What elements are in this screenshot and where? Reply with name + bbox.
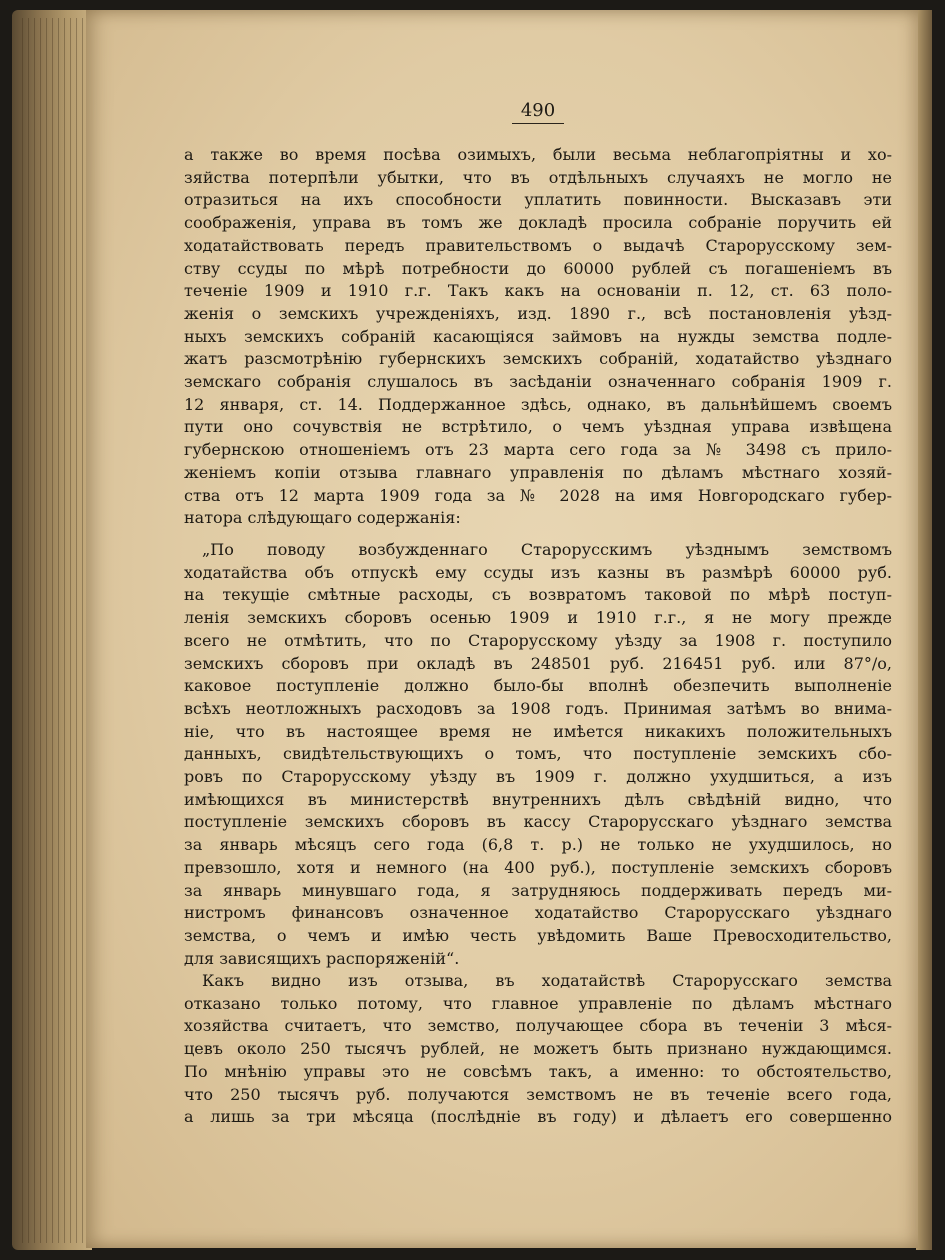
text-line: отказано только потому, что главное управленіе по дѣламъ мѣстнаго — [184, 993, 892, 1013]
page-number: 490 — [512, 100, 564, 124]
text-line: ровъ по Старорусскому уѣзду въ 1909 г. должно ухудшиться, а изъ — [184, 767, 892, 787]
text-line: „По поводу возбужденнаго Старорусскимъ уѣзднымъ земствомъ — [202, 540, 892, 559]
text-line: за январь мѣсяцъ сего года (6,8 т. р.) не только не ухудшилось, но — [184, 835, 892, 855]
text-line: ству ссуды по мѣрѣ потребности до 60000 рублей съ погашеніемъ въ — [184, 258, 892, 278]
text-line: цевъ около 250 тысячъ рублей, не можетъ быть признано нуждающимся. — [184, 1039, 892, 1059]
text-line: земства, о чемъ и имѣю честь увѣдомить Ваше Превосходительство, — [184, 925, 892, 945]
book-right-edge — [916, 10, 932, 1250]
text-line: женія о земскихъ учрежденіяхъ, изд. 1890 г., всѣ постановленія уѣзд- — [184, 303, 892, 323]
text-line: хозяйства считаетъ, что земство, получающее сбора въ теченіи 3 мѣся- — [184, 1016, 892, 1036]
text-line: ства отъ 12 марта 1909 года за № 2028 на имя Новгородскаго губер- — [184, 485, 892, 505]
text-line: ходатайствовать передъ правительствомъ о выдачѣ Старорусскому зем- — [184, 235, 892, 255]
text-line: всего не отмѣтить, что по Старорусскому уѣзду за 1908 г. поступило — [184, 630, 892, 650]
text-line: ходатайства объ отпускѣ ему ссуды изъ казны въ размѣрѣ 60000 руб. — [184, 562, 892, 582]
text-line: превзошло, хотя и немного (на 400 руб.), поступленіе земскихъ сборовъ — [184, 857, 892, 877]
text-line: ленія земскихъ сборовъ осенью 1909 и 1910 г.г., я не могу прежде — [184, 608, 892, 628]
text-line: а лишь за три мѣсяца (послѣдніе въ году) и дѣлаетъ его совершенно — [184, 1107, 892, 1127]
text-line: жатъ разсмотрѣнію губернскихъ земскихъ собраній, ходатайство уѣзднаго — [184, 349, 892, 369]
text-line: 12 января, ст. 14. Поддержанное здѣсь, однако, въ дальнѣйшемъ своемъ — [184, 394, 892, 414]
text-line: каковое поступленіе должно было-бы вполнѣ обезпечить выполненіе — [184, 676, 892, 696]
text-line: для зависящихъ распоряженій“. — [184, 948, 460, 968]
text-line: поступленіе земскихъ сборовъ въ кассу Старорусскаго уѣзднаго земства — [184, 812, 892, 832]
text-line: а также во время посѣва озимыхъ, были весьма неблагопріятны и хо- — [184, 145, 892, 164]
text-line: теченіе 1909 и 1910 г.г. Такъ какъ на основаніи п. 12, ст. 63 поло- — [184, 281, 892, 301]
text-line: земскаго собранія слушалось въ засѣданіи означеннаго собранія 1909 г. — [184, 372, 892, 392]
paragraph-3 — [184, 970, 892, 1129]
text-line: соображенія, управа въ томъ же докладѣ просила собраніе поручить ей — [184, 213, 892, 233]
text-line: что 250 тысячъ руб. получаются земствомъ не въ теченіе всего года, — [184, 1084, 892, 1104]
text-line: пути оно сочувствія не встрѣтило, о чемъ уѣздная управа извѣщена — [184, 417, 892, 437]
text-line: на текущіе смѣтные расходы, съ возвратомъ таковой по мѣрѣ поступ- — [184, 585, 892, 605]
text-line: По мнѣнію управы это не совсѣмъ такъ, а именно: то обстоятельство, — [184, 1061, 892, 1081]
quoted-letter — [184, 539, 892, 970]
paragraph-1 — [184, 144, 892, 530]
book-page-edges-lines — [22, 18, 88, 1243]
text-line: Какъ видно изъ отзыва, въ ходатайствѣ Старорусскаго земства — [202, 971, 892, 990]
text-line: нистромъ финансовъ означенное ходатайство Старорусскаго уѣзднаго — [184, 903, 892, 923]
text-line: имѣющихся въ министерствѣ внутреннихъ дѣлъ свѣдѣній видно, что — [184, 789, 892, 809]
text-line: отразиться на ихъ способности уплатить повинности. Высказавъ эти — [184, 190, 892, 210]
text-line: данныхъ, свидѣтельствующихъ о томъ, что поступленіе земскихъ сбо- — [184, 744, 892, 764]
text-line: ніе, что въ настоящее время не имѣется никакихъ положительныхъ — [184, 721, 892, 741]
text-line: всѣхъ неотложныхъ расходовъ за 1908 годъ. Принимая затѣмъ во внима- — [184, 698, 892, 718]
text-line: земскихъ сборовъ при окладѣ въ 248501 руб. 216451 руб. или 87°/о, — [184, 653, 892, 673]
text-line: губернскою отношеніемъ отъ 23 марта сего года за № 3498 съ прило- — [184, 440, 892, 460]
text-line: зяйства потерпѣли убытки, что въ отдѣльныхъ случаяхъ не могло не — [184, 167, 892, 187]
text-line: за январь минувшаго года, я затрудняюсь поддерживать передъ ми- — [184, 880, 892, 900]
text-line: женіемъ копіи отзыва главнаго управленія по дѣламъ мѣстнаго хозяй- — [184, 462, 892, 482]
text-line: натора слѣдующаго содержанія: — [184, 508, 461, 528]
text-line: ныхъ земскихъ собраній касающіяся займовъ на нужды земства подле- — [184, 326, 892, 346]
